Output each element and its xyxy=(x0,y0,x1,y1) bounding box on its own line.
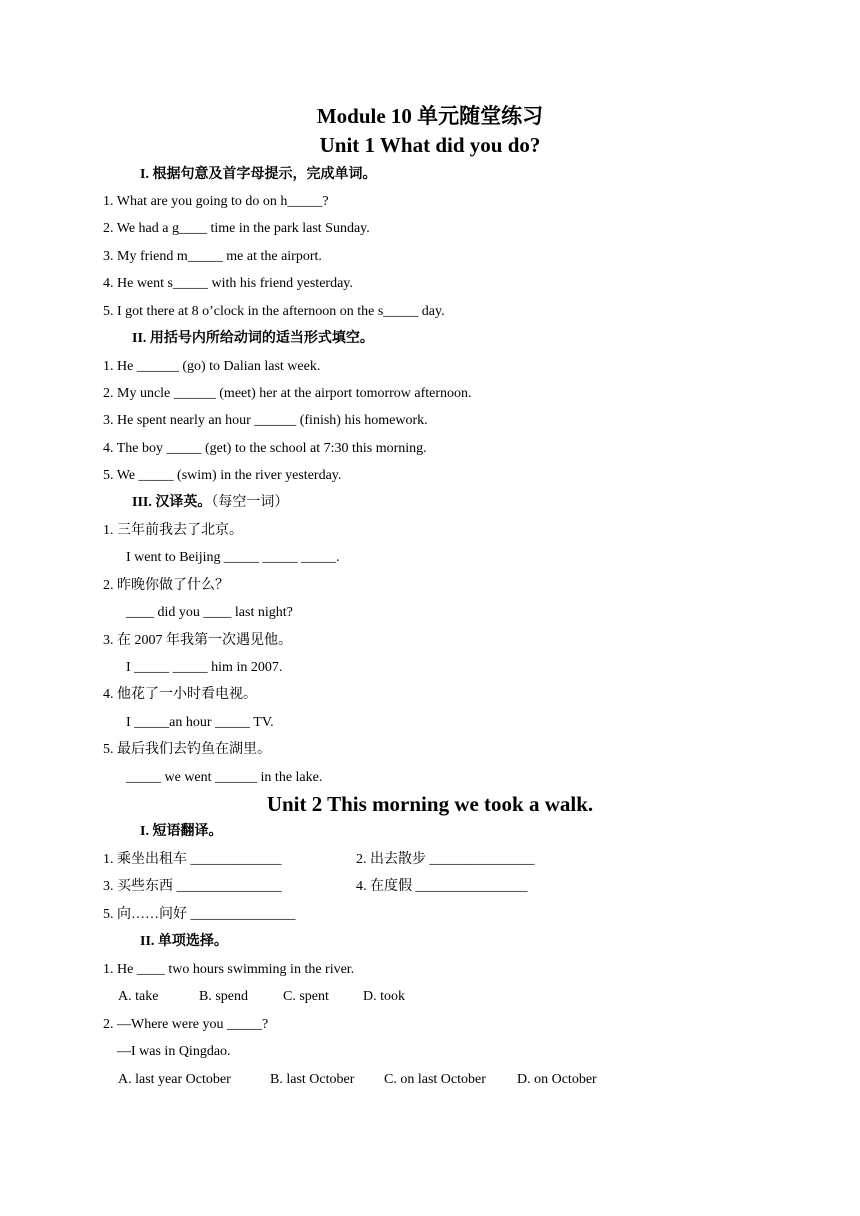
unit1-title: Unit 1 What did you do? xyxy=(319,133,541,157)
u1-s1-item-2: 2. We had a g____ time in the park last Sunday. xyxy=(103,221,370,236)
u2-q2-answer-line: —I was in Qingdao. xyxy=(117,1044,231,1059)
u1-section3-heading xyxy=(132,494,288,512)
u1-s1-item-4: 4. He went s_____ with his friend yesterday. xyxy=(103,276,353,291)
u1-s2-item-5: 5. We _____ (swim) in the river yesterday. xyxy=(103,468,342,483)
u2-section1-heading: I. 短语翻译。 xyxy=(140,824,223,839)
u1-s3-item-4-cn: 4. 他花了一小时看电视。 xyxy=(103,687,257,702)
u2-q1-option-d: D. took xyxy=(363,989,405,1004)
u1-s2-item-1: 1. He ______ (go) to Dalian last week. xyxy=(103,359,321,374)
u2-s1-item-1: 1. 乘坐出租车 _____________ xyxy=(103,852,282,867)
u1-s1-item-5: 5. I got there at 8 o’clock in the afternoon on the s_____ day. xyxy=(103,304,445,319)
u1-s3-item-4-en: I _____an hour _____ TV. xyxy=(126,715,274,730)
u2-q1-option-b: B. spend xyxy=(199,989,248,1004)
u1-s3-item-3-en: I _____ _____ him in 2007. xyxy=(126,660,283,675)
u2-q1-option-c: C. spent xyxy=(283,989,329,1004)
u2-q2-stem: 2. —Where were you _____? xyxy=(103,1017,269,1032)
u1-s3-item-5-en: _____ we went ______ in the lake. xyxy=(126,770,323,785)
u1-section3-heading-text: III. 汉译英。 xyxy=(132,495,212,510)
u2-q1-option-a: A. take xyxy=(118,989,159,1004)
u2-q2-option-d: D. on October xyxy=(517,1072,597,1087)
u2-section2-heading: II. 单项选择。 xyxy=(140,934,228,949)
u2-s1-item-2: 2. 出去散步 _______________ xyxy=(356,852,535,867)
u1-s3-item-3-cn: 3. 在 2007 年我第一次遇见他。 xyxy=(103,633,292,648)
u1-section1-heading: I. 根据句意及首字母提示，完成单词。 xyxy=(140,167,377,182)
u1-s3-item-2-cn: 2. 昨晚你做了什么？ xyxy=(103,578,229,593)
u1-s3-item-1-cn: 1. 三年前我去了北京。 xyxy=(103,523,243,538)
u1-s1-item-1: 1. What are you going to do on h_____? xyxy=(103,194,329,209)
u2-s1-item-4: 4. 在度假 ________________ xyxy=(356,879,528,894)
u1-section3-note: （每空一词） xyxy=(211,495,289,510)
unit2-title: Unit 2 This morning we took a walk. xyxy=(266,792,594,816)
u2-q2-option-c: C. on last October xyxy=(384,1072,486,1087)
u2-s1-item-5: 5. 向……问好 _______________ xyxy=(103,907,296,922)
u2-s1-item-3: 3. 买些东西 _______________ xyxy=(103,879,282,894)
u1-s2-item-4: 4. The boy _____ (get) to the school at 7:30 this morning. xyxy=(103,441,427,456)
u1-s1-item-3: 3. My friend m_____ me at the airport. xyxy=(103,249,322,264)
u1-s2-item-2: 2. My uncle ______ (meet) her at the airport tomorrow afternoon. xyxy=(103,386,472,401)
u1-s3-item-2-en: ____ did you ____ last night? xyxy=(126,605,293,620)
u1-s2-item-3: 3. He spent nearly an hour ______ (finish) his homework. xyxy=(103,413,428,428)
u1-s3-item-1-en: I went to Beijing _____ _____ _____. xyxy=(126,550,340,565)
u1-section2-heading: II. 用括号内所给动词的适当形式填空。 xyxy=(132,331,374,346)
u2-q1-stem: 1. He ____ two hours swimming in the river. xyxy=(103,962,355,977)
u2-q2-option-b: B. last October xyxy=(270,1072,355,1087)
u2-q2-option-a: A. last year October xyxy=(118,1072,231,1087)
u1-s3-item-5-cn: 5. 最后我们去钓鱼在湖里。 xyxy=(103,742,271,757)
module-title: Module 10 单元随堂练习 xyxy=(316,104,544,128)
